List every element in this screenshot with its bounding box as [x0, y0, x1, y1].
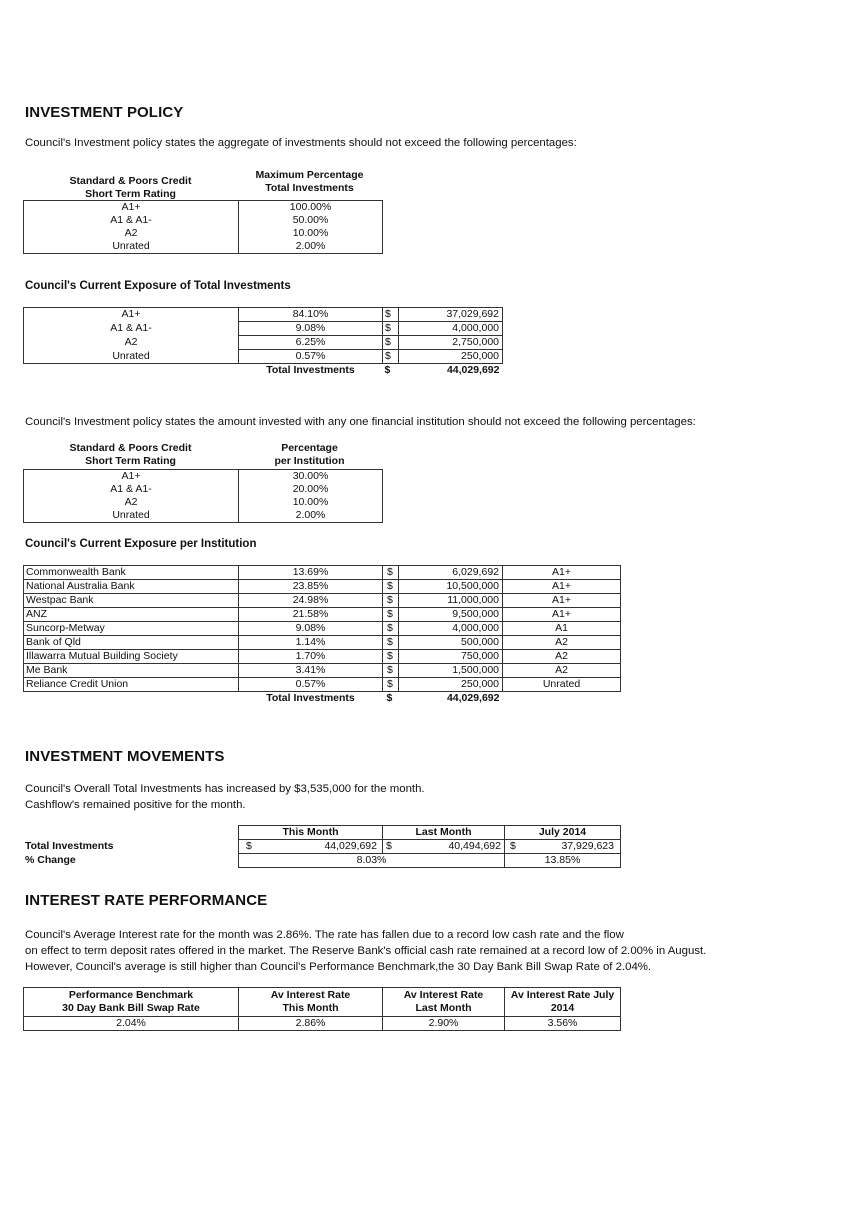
- cell-name: Me Bank: [24, 664, 239, 678]
- total-total-label: Total Investments: [266, 692, 355, 704]
- cell-rating: A1: [503, 622, 621, 636]
- table-row: [24, 608, 621, 622]
- total-total-amount: 44,029,692: [446, 692, 500, 704]
- table-row: 8.03% 13.85%: [239, 854, 621, 868]
- exposure-total-heading: Council's Current Exposure of Total Investments: [25, 280, 291, 292]
- table-row: [24, 636, 621, 650]
- cell-rating: A2: [503, 664, 621, 678]
- cell-pct: 9.08%: [239, 622, 383, 636]
- cell-pct: 1.14%: [239, 636, 383, 650]
- cell-pct: 13.69%: [239, 566, 383, 580]
- cell-name: Suncorp-Metway: [24, 622, 239, 636]
- cell-amount: 9,500,000: [399, 608, 503, 622]
- table-row: A1+ 84.10% $ 37,029,692: [24, 308, 503, 322]
- total-row: [24, 692, 621, 706]
- table-row: $ 44,029,692 $ 40,494,692 $ 37,929,623: [239, 840, 621, 854]
- total-total-cur: $: [386, 692, 393, 704]
- table-row: A2 10.00%: [24, 227, 383, 240]
- cell-name: Illawarra Mutual Building Society: [24, 650, 239, 664]
- cell-amount: 11,000,000: [399, 594, 503, 608]
- exposure-institution-heading: Council's Current Exposure per Institution: [25, 538, 257, 550]
- table-row: [24, 678, 621, 692]
- cell-name: ANZ: [24, 608, 239, 622]
- cell-amount: 10,500,000: [399, 580, 503, 594]
- table-row: Unrated 2.00%: [24, 240, 383, 254]
- cell-cur: $: [383, 622, 399, 636]
- cell-rating: Unrated: [503, 678, 621, 692]
- table-row: [24, 622, 621, 636]
- table-row: [24, 580, 621, 594]
- total-row: Total Investments $ 44,029,692: [266, 364, 500, 376]
- cell-name: Westpac Bank: [24, 594, 239, 608]
- institution-policy-table: [23, 469, 383, 523]
- cell-cur: $: [383, 636, 399, 650]
- exposure-total-table: [23, 307, 503, 377]
- cell-rating: A1+: [503, 608, 621, 622]
- exposure-institution-table: [23, 565, 621, 705]
- table-row: A1+ 30.00%: [24, 470, 383, 484]
- cell-rating: A1+: [503, 580, 621, 594]
- table-row: [24, 664, 621, 678]
- table-row: Unrated 2.00%: [24, 509, 383, 523]
- table-row: A1 & A1- 9.08% $ 4,000,000: [24, 322, 503, 336]
- cell-pct: 3.41%: [239, 664, 383, 678]
- cell-cur: $: [383, 664, 399, 678]
- table-row: A1 & A1- 20.00%: [24, 483, 383, 496]
- cell-pct: 1.70%: [239, 650, 383, 664]
- cell-name: Commonwealth Bank: [24, 566, 239, 580]
- investment-policy-heading: INVESTMENT POLICY: [25, 104, 184, 121]
- table-row: [24, 594, 621, 608]
- cell-cur: $: [383, 608, 399, 622]
- policy-header-rating: Standard & Poors Credit Short Term Rating: [69, 175, 192, 200]
- cell-cur: $: [383, 594, 399, 608]
- cell-rating: A1+: [503, 566, 621, 580]
- cell-amount: 500,000: [399, 636, 503, 650]
- cell-pct: 21.58%: [239, 608, 383, 622]
- table-row: A2 10.00%: [24, 496, 383, 509]
- policy-intro: Council's Investment policy states the aggregate of investments should not exceed the following percentages:: [25, 137, 577, 149]
- cell-amount: 750,000: [399, 650, 503, 664]
- cell-cur: $: [383, 650, 399, 664]
- table-row: A2 6.25% $ 2,750,000: [24, 336, 503, 350]
- cell-cur: $: [383, 580, 399, 594]
- movements-row-labels: Total Investments % Change: [25, 840, 114, 866]
- cell-name: Reliance Credit Union: [24, 678, 239, 692]
- interest-table: [23, 987, 621, 1031]
- policy-table: [23, 200, 383, 254]
- cell-amount: 1,500,000: [399, 664, 503, 678]
- table-row: Unrated 0.57% $ 250,000: [24, 350, 503, 364]
- cell-amount: 6,029,692: [399, 566, 503, 580]
- cell-cur: $: [383, 566, 399, 580]
- inst-policy-header-pct: Percentage per Institution: [274, 442, 345, 467]
- policy-header-pct: Maximum Percentage Total Investments: [255, 169, 364, 194]
- cell-amount: 4,000,000: [399, 622, 503, 636]
- cell-pct: 23.85%: [239, 580, 383, 594]
- cell-rating: A2: [503, 636, 621, 650]
- table-header-row: This Month Last Month July 2014: [239, 826, 621, 840]
- table-row: [24, 566, 621, 580]
- table-row: 2.04% 2.86% 2.90% 3.56%: [24, 1017, 621, 1031]
- cell-rating: A1+: [503, 594, 621, 608]
- inst-policy-header-rating: Standard & Poors Credit Short Term Rating: [69, 442, 192, 467]
- cell-cur: $: [383, 678, 399, 692]
- cell-pct: 0.57%: [239, 678, 383, 692]
- table-row: A1 & A1- 50.00%: [24, 214, 383, 227]
- movements-text: Council's Overall Total Investments has increased by $3,535,000 for the month. Cashflow's remained positive for the month.: [25, 783, 425, 811]
- cell-name: National Australia Bank: [24, 580, 239, 594]
- cell-amount: 250,000: [399, 678, 503, 692]
- table-header-row: Performance Benchmark 30 Day Bank Bill Swap Rate Av Interest Rate This Month Av Interest Rate Last Month Av Interest Rate July 2014: [24, 988, 621, 1017]
- table-row: A1+ 100.00%: [24, 201, 383, 215]
- interest-rate-heading: INTEREST RATE PERFORMANCE: [25, 892, 268, 909]
- cell-pct: 24.98%: [239, 594, 383, 608]
- institution-policy-intro: Council's Investment policy states the amount invested with any one financial institution should not exceed the following percentages:: [25, 416, 696, 428]
- investment-movements-heading: INVESTMENT MOVEMENTS: [25, 748, 225, 765]
- cell-name: Bank of Qld: [24, 636, 239, 650]
- movements-table: [238, 825, 621, 868]
- interest-text: Council's Average Interest rate for the month was 2.86%. The rate has fallen due to a record low cash rate and the flow on effect to term deposit rates offered in the market. The Reserve Bank's official cash rate remained at a record low of 2.00% in August. However, Council's average is still higher than Council's Performance Benchmark,the 30 Day Bank Bill Swap Rate of 2.04%.: [25, 929, 707, 973]
- table-row: [24, 650, 621, 664]
- cell-rating: A2: [503, 650, 621, 664]
